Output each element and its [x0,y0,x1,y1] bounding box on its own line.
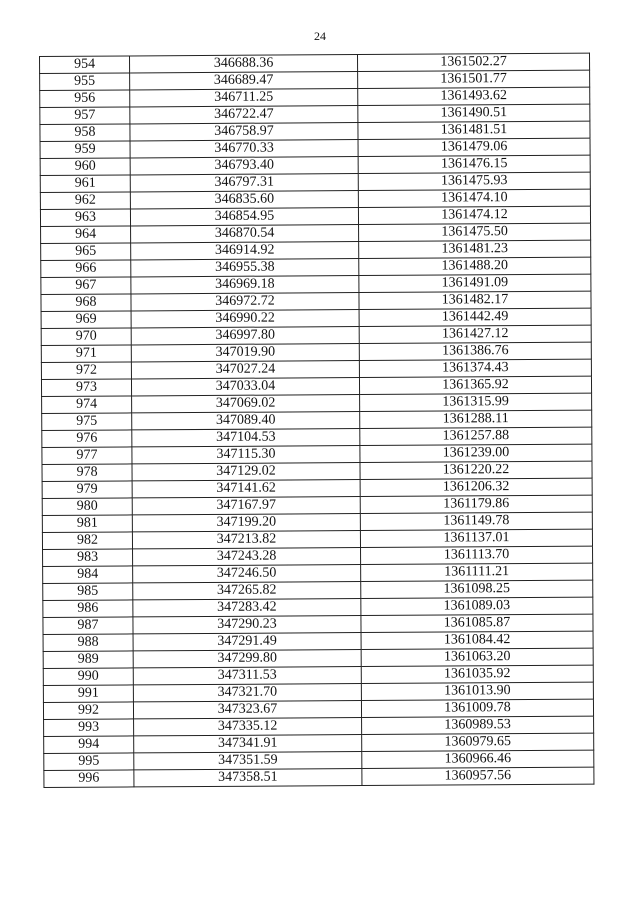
x-coordinate-cell: 347019.90 [131,344,359,362]
point-number-cell: 962 [40,192,130,210]
x-coordinate-cell: 346969.18 [131,276,359,294]
y-coordinate-cell: 1361089.03 [361,597,593,615]
y-coordinate-cell: 1361501.77 [358,70,590,88]
point-number-cell: 960 [40,158,130,176]
x-coordinate-cell: 347246.50 [133,565,361,583]
x-coordinate-cell: 347321.70 [133,684,361,702]
point-number-cell: 988 [43,634,133,652]
point-number-cell: 976 [42,430,132,448]
y-coordinate-cell: 1361374.43 [359,359,591,377]
y-coordinate-cell: 1361475.93 [358,172,590,190]
point-number-cell: 971 [41,345,131,363]
x-coordinate-cell: 347141.62 [132,480,360,498]
x-coordinate-cell: 347265.82 [133,582,361,600]
y-coordinate-cell: 1361098.25 [361,580,593,598]
y-coordinate-cell: 1361257.88 [360,427,592,445]
point-number-cell: 983 [43,549,133,567]
y-coordinate-cell: 1361442.49 [359,308,591,326]
point-number-cell: 957 [40,107,130,125]
point-number-cell: 969 [41,311,131,329]
y-coordinate-cell: 1361476.15 [358,155,590,173]
x-coordinate-cell: 346972.72 [131,293,359,311]
point-number-cell: 992 [43,702,133,720]
x-coordinate-cell: 346914.92 [131,242,359,260]
point-number-cell: 993 [44,719,134,737]
table-row [44,767,594,787]
x-coordinate-cell: 347129.02 [132,463,360,481]
y-coordinate-cell: 1361137.01 [360,529,592,547]
x-coordinate-cell: 347213.82 [132,531,360,549]
x-coordinate-cell: 347323.67 [133,701,361,719]
y-coordinate-cell: 1361475.50 [359,223,591,241]
x-coordinate-cell: 346854.95 [130,208,358,226]
x-coordinate-cell: 346758.97 [130,123,358,141]
x-coordinate-cell: 347290.23 [133,616,361,634]
x-coordinate-cell: 347027.24 [131,361,359,379]
point-number-cell: 995 [44,753,134,771]
y-coordinate-cell: 1361474.10 [358,189,590,207]
x-coordinate-cell: 347341.91 [134,735,362,753]
y-coordinate-cell: 1361315.99 [360,393,592,411]
point-number-cell: 963 [40,209,130,227]
point-number-cell: 958 [40,124,130,142]
x-coordinate-cell: 346689.47 [130,72,358,90]
y-coordinate-cell: 1361365.92 [359,376,591,394]
point-number-cell: 990 [43,668,133,686]
x-coordinate-cell: 347311.53 [133,667,361,685]
y-coordinate-cell: 1361085.87 [361,614,593,632]
point-number-cell: 991 [43,685,133,703]
point-number-cell: 984 [43,566,133,584]
x-coordinate-cell: 347115.30 [132,446,360,464]
point-number-cell: 954 [40,56,130,74]
y-coordinate-cell: 1361481.51 [358,121,590,139]
y-coordinate-cell: 1361084.42 [361,631,593,649]
point-number-cell: 986 [43,600,133,618]
x-coordinate-cell: 347351.59 [134,752,362,770]
x-coordinate-cell: 347104.53 [132,429,360,447]
x-coordinate-cell: 347358.51 [134,769,362,787]
x-coordinate-cell: 346722.47 [130,106,358,124]
x-coordinate-cell: 346835.60 [130,191,358,209]
y-coordinate-cell: 1361111.21 [361,563,593,581]
x-coordinate-cell: 346870.54 [131,225,359,243]
y-coordinate-cell: 1361488.20 [359,257,591,275]
point-number-cell: 968 [41,294,131,312]
point-number-cell: 964 [41,226,131,244]
point-number-cell: 956 [40,90,130,108]
point-number-cell: 994 [44,736,134,754]
point-number-cell: 966 [41,260,131,278]
point-number-cell: 972 [41,362,131,380]
x-coordinate-cell: 347199.20 [132,514,360,532]
point-number-cell: 955 [40,73,130,91]
y-coordinate-cell: 1361206.32 [360,478,592,496]
y-coordinate-cell: 1361493.62 [358,87,590,105]
y-coordinate-cell: 1361239.00 [360,444,592,462]
coordinates-table-body [40,53,594,787]
y-coordinate-cell: 1361490.51 [358,104,590,122]
y-coordinate-cell: 1361009.78 [361,699,593,717]
point-number-cell: 974 [42,396,132,414]
x-coordinate-cell: 347167.97 [132,497,360,515]
point-number-cell: 981 [42,515,132,533]
point-number-cell: 987 [43,617,133,635]
point-number-cell: 979 [42,481,132,499]
point-number-cell: 961 [40,175,130,193]
point-number-cell: 980 [42,498,132,516]
point-number-cell: 977 [42,447,132,465]
x-coordinate-cell: 346711.25 [130,89,358,107]
x-coordinate-cell: 347069.02 [132,395,360,413]
y-coordinate-cell: 1361035.92 [361,665,593,683]
coordinates-table-frame [39,53,593,788]
y-coordinate-cell: 1360989.53 [362,716,594,734]
point-number-cell: 985 [43,583,133,601]
y-coordinate-cell: 1361482.17 [359,291,591,309]
page-number: 24 [314,29,326,43]
x-coordinate-cell: 347283.42 [133,599,361,617]
x-coordinate-cell: 346990.22 [131,310,359,328]
x-coordinate-cell: 347335.12 [134,718,362,736]
point-number-cell: 982 [42,532,132,550]
point-number-cell: 959 [40,141,130,159]
y-coordinate-cell: 1361220.22 [360,461,592,479]
x-coordinate-cell: 347291.49 [133,633,361,651]
x-coordinate-cell: 346997.80 [131,327,359,345]
y-coordinate-cell: 1361013.90 [361,682,593,700]
y-coordinate-cell: 1360966.46 [362,750,594,768]
x-coordinate-cell: 347243.28 [133,548,361,566]
y-coordinate-cell: 1361502.27 [357,53,589,71]
point-number-cell: 978 [42,464,132,482]
x-coordinate-cell: 346770.33 [130,140,358,158]
x-coordinate-cell: 347299.80 [133,650,361,668]
point-number-cell: 973 [41,379,131,397]
x-coordinate-cell: 346955.38 [131,259,359,277]
y-coordinate-cell: 1360957.56 [362,767,594,785]
y-coordinate-cell: 1361288.11 [360,410,592,428]
x-coordinate-cell: 347089.40 [132,412,360,430]
x-coordinate-cell: 346688.36 [130,55,358,73]
x-coordinate-cell: 346793.40 [130,157,358,175]
y-coordinate-cell: 1361481.23 [359,240,591,258]
point-number-cell: 965 [41,243,131,261]
x-coordinate-cell: 347033.04 [131,378,359,396]
x-coordinate-cell: 346797.31 [130,174,358,192]
y-coordinate-cell: 1361179.86 [360,495,592,513]
point-number-cell: 989 [43,651,133,669]
y-coordinate-cell: 1361474.12 [358,206,590,224]
point-number-cell: 975 [42,413,132,431]
y-coordinate-cell: 1361491.09 [359,274,591,292]
y-coordinate-cell: 1361427.12 [359,325,591,343]
point-number-cell: 996 [44,770,134,788]
coordinates-table [39,53,594,788]
y-coordinate-cell: 1361063.20 [361,648,593,666]
y-coordinate-cell: 1361479.06 [358,138,590,156]
point-number-cell: 970 [41,328,131,346]
point-number-cell: 967 [41,277,131,295]
y-coordinate-cell: 1361386.76 [359,342,591,360]
y-coordinate-cell: 1360979.65 [362,733,594,751]
y-coordinate-cell: 1361149.78 [360,512,592,530]
y-coordinate-cell: 1361113.70 [361,546,593,564]
